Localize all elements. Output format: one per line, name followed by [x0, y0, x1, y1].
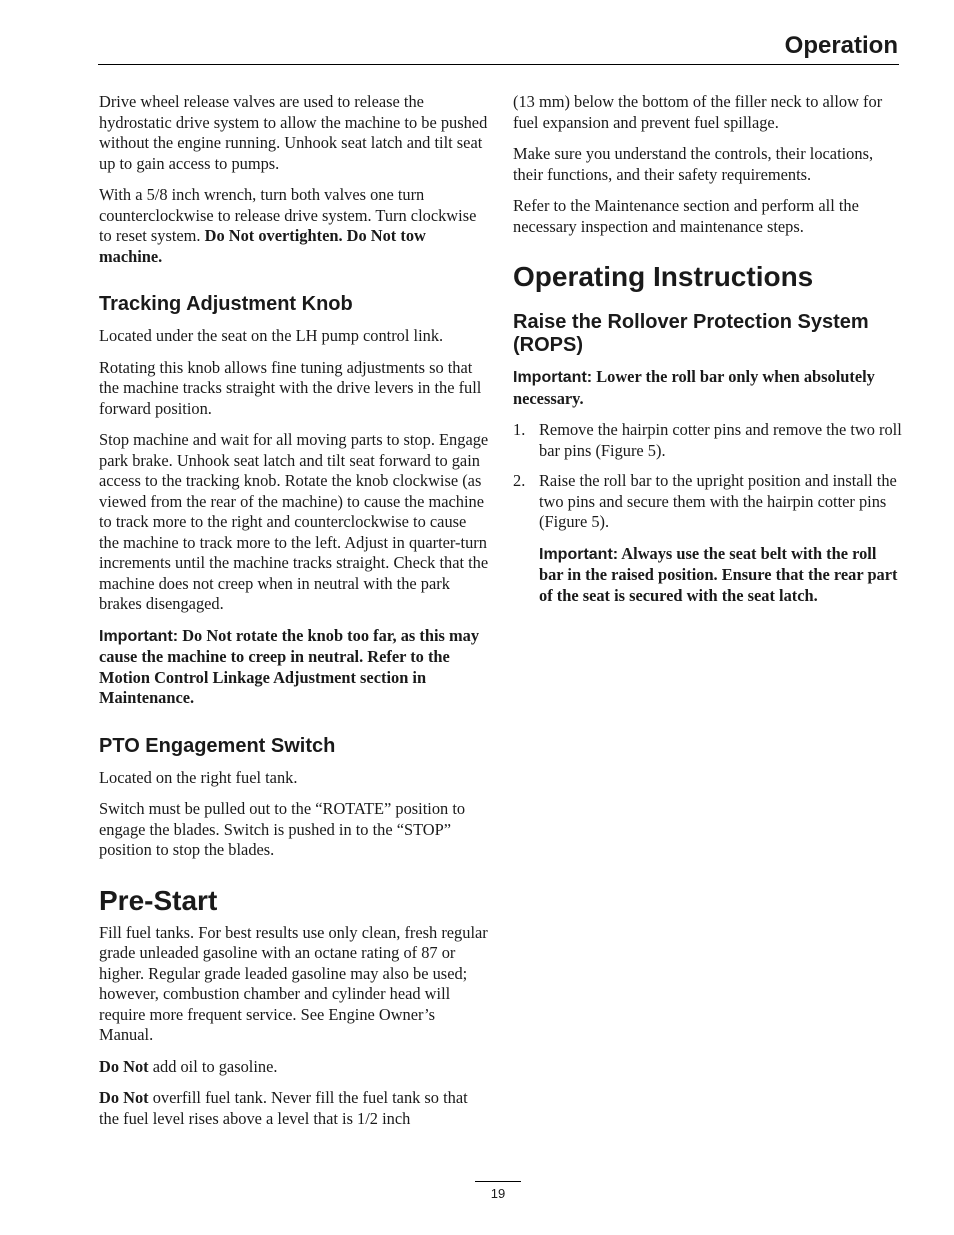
- seat-belt-important-note: [513, 544, 903, 607]
- important-label: Important:: [539, 545, 619, 563]
- controls-paragraph: Make sure you understand the controls, their locations, their functions, and their safety requirements.: [513, 144, 874, 184]
- tracking-location-paragraph: Located under the seat on the LH pump control link.: [99, 326, 444, 345]
- wrench-paragraph: [99, 185, 489, 267]
- pto-usage-paragraph: Switch must be pulled out to the “ROTATE” position to engage the blades. Switch is pushed in to the “STOP” position to stop the blades.: [99, 799, 466, 859]
- list-item: [513, 420, 903, 461]
- maintenance-paragraph: Refer to the Maintenance section and perform all the necessary inspection and maintenance steps.: [513, 196, 859, 236]
- header-divider: [98, 64, 899, 65]
- step-number: 2.: [513, 471, 526, 490]
- rops-heading: Raise the Rollover Protection System (ROPS): [513, 311, 869, 356]
- tracking-important-note: [99, 626, 489, 709]
- section-title: Operation: [784, 32, 898, 59]
- right-column: [513, 92, 903, 617]
- left-column: [99, 92, 489, 1140]
- important-label: Important:: [99, 627, 179, 645]
- important-text: Always use the seat belt with the roll bar in the raised position. Ensure that the rear part of the seat is secured with the seat latch.: [539, 543, 898, 605]
- release-valves-paragraph: Drive wheel release valves are used to release the hydrostatic drive system to allow the machine to be pushed without the engine running. Unhook seat latch and tilt seat up to gain access to pumps.: [99, 92, 488, 173]
- page-number: 19: [490, 1186, 506, 1201]
- step-number: 1.: [513, 420, 526, 439]
- overfill-paragraph: [99, 1088, 489, 1129]
- pto-heading: PTO Engagement Switch: [99, 734, 336, 757]
- no-oil-paragraph: [99, 1057, 489, 1078]
- important-text: Lower the roll bar only when absolutely necessary.: [513, 367, 875, 408]
- fuel-paragraph: Fill fuel tanks. For best results use only clean, fresh regular grade unleaded gasoline with an octane rating of 87 or higher. Regular grade leaded gasoline may also be used; however, combustion chamber and cylinder head will require more frequent service. See Engine Owner’s Manual.: [99, 922, 488, 1044]
- important-text: Do Not rotate the knob too far, as this may cause the machine to creep in neutral. Refer to the Motion Control Linkage Adjustment section in Maintenance.: [99, 625, 480, 707]
- rops-steps-list: [513, 420, 903, 533]
- prestart-heading: Pre-Start: [99, 884, 218, 916]
- step-text: Raise the roll bar to the upright position and install the two pins and secure them with the hairpin cotter pins (Figure 5).: [539, 471, 897, 531]
- overfill-text: overfill fuel tank. Never fill the fuel tank so that the fuel level rises above a level that is 1/2 inch: [99, 1088, 468, 1128]
- step-text: Remove the hairpin cotter pins and remove the two roll bar pins (Figure 5).: [539, 420, 902, 460]
- no-oil-text: add oil to gasoline.: [148, 1056, 278, 1076]
- pto-location-paragraph: Located on the right fuel tank.: [99, 767, 298, 787]
- operating-instructions-heading: Operating Instructions: [513, 261, 814, 292]
- do-not-label: Do Not: [99, 1088, 149, 1107]
- tracking-purpose-paragraph: Rotating this knob allows fine tuning adjustments so that the machine tracks straight with the drive levers in the full forward position.: [99, 357, 482, 418]
- fuel-continued-paragraph: (13 mm) below the bottom of the filler neck to allow for fuel expansion and prevent fuel spillage.: [513, 92, 883, 132]
- tracking-heading: Tracking Adjustment Knob: [99, 293, 353, 315]
- important-label: Important:: [513, 369, 593, 386]
- do-not-label: Do Not: [99, 1056, 149, 1076]
- wrench-paragraph-text: With a 5/8 inch wrench, turn both valves one turn counterclockwise to release drive system. Turn clockwise to reset system.: [99, 185, 477, 245]
- footer-divider: [475, 1181, 521, 1182]
- overtighten-warning: Do Not overtighten. Do Not tow machine.: [99, 226, 426, 266]
- rops-important-note: [513, 367, 903, 409]
- tracking-procedure-paragraph: Stop machine and wait for all moving parts to stop. Engage park brake. Unhook seat latch and tilt seat forward to gain access to the tracking knob. Rotate the knob clockwise (as viewed from the rear of the machine) to cause the machine to track more to the right and counterclockwise to cause the machine to track more to the left. Adjust in quarter-turn increments until the machine tracks straight. Check that the machine does not creep when in neutral with the park brakes disengaged.: [99, 430, 489, 613]
- list-item: [513, 471, 903, 533]
